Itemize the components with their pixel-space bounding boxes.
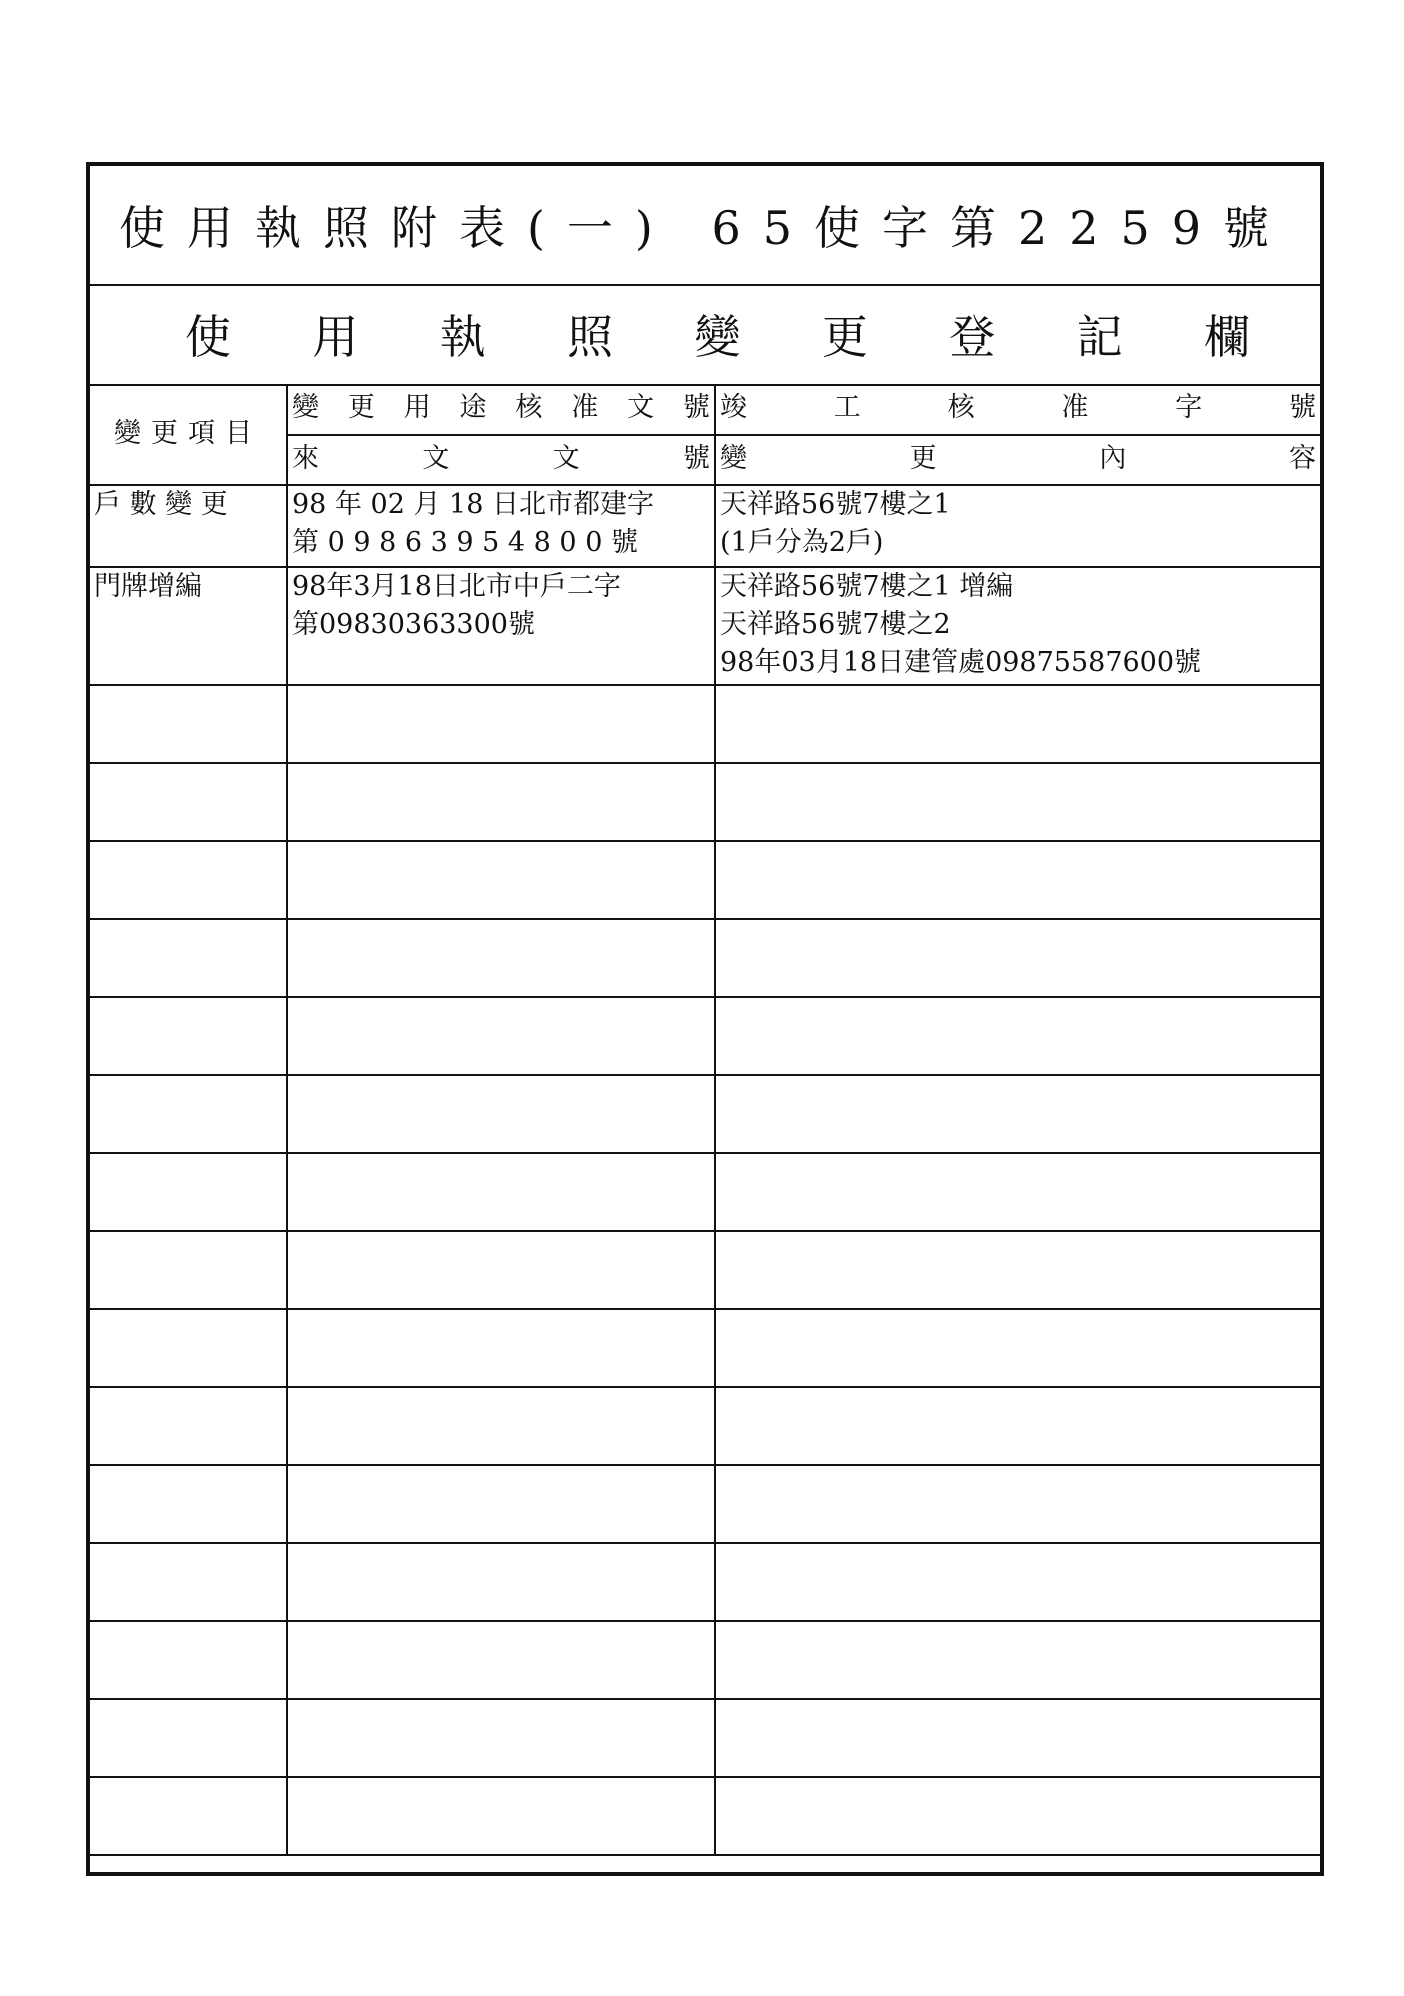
page-subtitle — [90, 301, 1320, 367]
blank-cell — [715, 1309, 1320, 1387]
blank-cell — [715, 1543, 1320, 1621]
row-line: 98年03月18日建管處09875587600號 — [720, 647, 1202, 678]
blank-cell — [287, 763, 715, 841]
blank-cell — [287, 1075, 715, 1153]
blank-cell — [287, 1387, 715, 1465]
header-char: 准 — [571, 392, 599, 423]
row-line: 天祥路56號7樓之1 — [720, 489, 951, 520]
header-approval-bottom — [287, 435, 715, 485]
header-completion-top — [715, 384, 1320, 435]
blank-cell — [715, 1231, 1320, 1309]
subtitle-char: 更 — [821, 310, 868, 364]
blank-cell — [90, 1777, 287, 1855]
subtitle-char: 執 — [439, 310, 486, 364]
blank-cell — [287, 841, 715, 919]
blank-cell — [715, 1699, 1320, 1777]
blank-row — [90, 1777, 1320, 1855]
blank-cell — [287, 1777, 715, 1855]
blank-cell — [287, 1543, 715, 1621]
row-content — [715, 485, 1320, 567]
blank-cell — [287, 1699, 715, 1777]
blank-cell — [287, 919, 715, 997]
blank-cell — [715, 1075, 1320, 1153]
row-approval — [287, 485, 715, 567]
blank-cell — [90, 841, 287, 919]
blank-cell — [90, 685, 287, 763]
blank-cell — [715, 1777, 1320, 1855]
blank-cell — [715, 1465, 1320, 1543]
blank-row — [90, 1699, 1320, 1777]
header-char: 號 — [682, 392, 710, 423]
blank-cell — [90, 1075, 287, 1153]
blank-row — [90, 919, 1320, 997]
blank-cell — [90, 1543, 287, 1621]
header-char: 核 — [947, 392, 975, 423]
row-approval — [287, 567, 715, 685]
blank-cell — [90, 1465, 287, 1543]
blank-cell — [715, 1621, 1320, 1699]
blank-row — [90, 1387, 1320, 1465]
subtitle-char: 記 — [1076, 310, 1123, 364]
blank-cell — [287, 685, 715, 763]
blank-cell — [287, 1231, 715, 1309]
header-row-top — [90, 384, 1320, 435]
table-row — [90, 485, 1320, 567]
blank-cell — [287, 1465, 715, 1543]
blank-cell — [715, 1387, 1320, 1465]
subtitle-char: 欄 — [1204, 310, 1250, 364]
row-line: 98年3月18日北市中戶二字 — [292, 571, 621, 602]
title-row — [90, 166, 1320, 286]
blank-cell — [287, 1309, 715, 1387]
blank-cell — [287, 1621, 715, 1699]
row-item: 戶 數 變 更 — [90, 485, 287, 567]
blank-cell — [90, 919, 287, 997]
header-char: 內 — [1099, 443, 1127, 474]
subtitle-char: 變 — [694, 310, 741, 364]
header-char: 容 — [1288, 443, 1316, 474]
table-row — [90, 567, 1320, 685]
row-line: 第09830363300號 — [292, 609, 535, 640]
blank-cell — [90, 997, 287, 1075]
row-line: 天祥路56號7樓之1 增編 — [720, 571, 1014, 602]
blank-row — [90, 1309, 1320, 1387]
header-char: 核 — [515, 392, 543, 423]
header-completion-bottom — [715, 435, 1320, 485]
permit-sheet — [86, 162, 1324, 1876]
blank-cell — [715, 919, 1320, 997]
row-line: 第 0 9 8 6 3 9 5 4 8 0 0 號 — [292, 527, 638, 558]
header-char: 號 — [1288, 392, 1316, 423]
subtitle-char: 照 — [567, 310, 614, 364]
page-title: 使用執照附表(一) 65使字第2259號 — [118, 201, 1292, 255]
header-char: 准 — [1061, 392, 1089, 423]
blank-cell — [90, 1309, 287, 1387]
blank-cell — [287, 997, 715, 1075]
blank-cell — [90, 1153, 287, 1231]
row-line: 天祥路56號7樓之2 — [720, 609, 951, 640]
blank-row — [90, 685, 1320, 763]
blank-cell — [90, 1387, 287, 1465]
header-char: 工 — [833, 392, 861, 423]
blank-row — [90, 763, 1320, 841]
header-char: 更 — [909, 443, 937, 474]
header-char: 來 — [292, 443, 319, 474]
blank-cell — [715, 997, 1320, 1075]
header-char: 文 — [422, 443, 450, 474]
blank-row — [90, 1465, 1320, 1543]
blank-row — [90, 1153, 1320, 1231]
blank-cell — [90, 1231, 287, 1309]
header-char: 變 — [292, 392, 319, 423]
header-char: 字 — [1175, 392, 1203, 423]
row-item: 門牌增編 — [90, 567, 287, 685]
change-register-table — [90, 384, 1320, 1856]
subtitle-char: 登 — [949, 310, 996, 364]
blank-row — [90, 1075, 1320, 1153]
blank-row — [90, 1621, 1320, 1699]
blank-cell — [287, 1153, 715, 1231]
header-char: 文 — [627, 392, 655, 423]
header-char: 途 — [459, 392, 487, 423]
subtitle-row — [90, 284, 1320, 386]
row-line: (1戶分為2戶) — [720, 527, 884, 558]
header-approval-top — [287, 384, 715, 435]
row-line: 98 年 02 月 18 日北市都建字 — [292, 489, 654, 520]
header-char: 文 — [552, 443, 580, 474]
header-char: 更 — [347, 392, 375, 423]
header-item: 變更項目 — [90, 384, 287, 485]
blank-cell — [715, 1153, 1320, 1231]
blank-cell — [715, 685, 1320, 763]
blank-row — [90, 1543, 1320, 1621]
subtitle-char: 用 — [312, 310, 359, 364]
blank-cell — [90, 763, 287, 841]
header-char: 號 — [682, 443, 710, 474]
subtitle-char: 使 — [185, 310, 231, 364]
blank-cell — [90, 1621, 287, 1699]
row-content — [715, 567, 1320, 685]
blank-cell — [715, 841, 1320, 919]
blank-cell — [90, 1699, 287, 1777]
header-char: 用 — [403, 392, 431, 423]
blank-cell — [715, 763, 1320, 841]
blank-row — [90, 1231, 1320, 1309]
blank-row — [90, 841, 1320, 919]
header-char: 變 — [720, 443, 747, 474]
header-char: 竣 — [720, 392, 747, 423]
blank-row — [90, 997, 1320, 1075]
